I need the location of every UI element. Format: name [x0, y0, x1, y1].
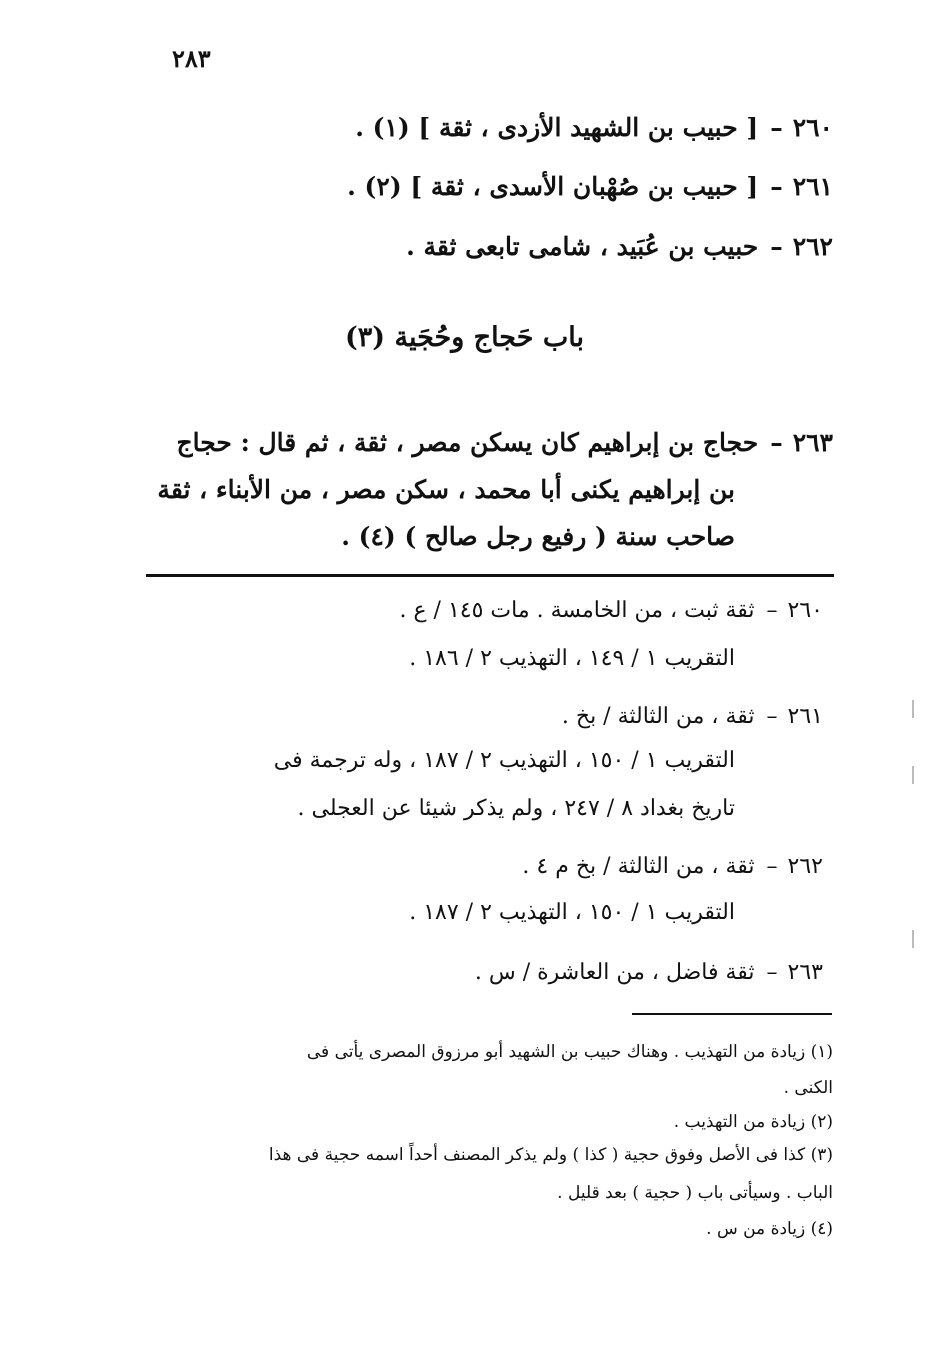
entry-263-line-1	[177, 428, 833, 457]
note-text: ثقة فاضل ، من العاشرة / س .	[474, 960, 755, 985]
entry-text: حجاج بن إبراهيم كان يسكن مصر ، ثقة ، ثم قال : حجاج	[176, 428, 759, 457]
note-261-line-2: التقريب ١ / ١٥٠ ، التهذيب ٢ / ١٨٧ ، وله ترجمة فى	[273, 748, 735, 773]
note-number: ٢٦٠	[787, 598, 823, 623]
note-263-line-1	[475, 960, 823, 985]
note-260-line-2: التقريب ١ / ١٤٩ ، التهذيب ٢ / ١٨٦ .	[409, 646, 735, 671]
note-dash: –	[766, 960, 778, 985]
section-title: باب حَجاج وحُجَية (٣)	[345, 322, 584, 353]
footnote-3-cont: الباب . وسيأتى باب ( حجية ) بعد قليل .	[557, 1183, 833, 1203]
page-number: ٢٨٣	[172, 44, 211, 73]
note-261-line-1	[562, 704, 823, 729]
footnote-1: (١) زيادة من التهذيب . وهناك حبيب بن الشهيد أبو مرزوق المصرى يأتى فى	[306, 1042, 833, 1062]
note-262-line-2: التقريب ١ / ١٥٠ ، التهذيب ٢ / ١٨٧ .	[409, 900, 735, 925]
footnote-divider	[632, 1013, 832, 1015]
entry-number: ٢٦٢	[792, 232, 833, 261]
note-number: ٢٦٣	[787, 960, 823, 985]
scan-mark	[912, 930, 914, 948]
note-text: ثقة ، من الثالثة / بخ .	[561, 704, 755, 729]
entry-dash: –	[770, 113, 783, 142]
entry-dash: –	[770, 428, 783, 457]
note-dash: –	[766, 704, 778, 729]
note-text: ثقة ثبت ، من الخامسة . مات ١٤٥ / ع .	[399, 598, 755, 623]
scan-mark	[912, 700, 914, 718]
entry-263-line-2: بن إبراهيم يكنى أبا محمد ، سكن مصر ، من الأبناء ، ثقة	[157, 475, 735, 504]
footnote-3: (٣) كذا فى الأصل وفوق حجية ( كذا ) ولم يذكر المصنف أحداً اسمه حجية فى هذا	[268, 1145, 833, 1165]
entry-263-line-3: صاحب سنة ( رفيع رجل صالح ) (٤) .	[341, 522, 735, 551]
entry-number: ٢٦١	[792, 172, 833, 201]
footnote-2: (٢) زيادة من التهذيب .	[673, 1112, 833, 1132]
entry-261	[347, 172, 833, 201]
entry-text: حبيب بن عُبَيد ، شامى تابعى ثقة .	[406, 232, 759, 261]
note-number: ٢٦٢	[787, 854, 823, 879]
entry-262	[406, 232, 833, 261]
note-text: ثقة ، من الثالثة / بخ م ٤ .	[522, 854, 755, 879]
scan-mark	[912, 766, 914, 784]
footnote-4: (٤) زيادة من س .	[706, 1219, 833, 1239]
footnote-1-cont: الكنى .	[783, 1078, 833, 1098]
entry-dash: –	[770, 232, 783, 261]
note-dash: –	[766, 854, 778, 879]
note-261-line-3: تاريخ بغداد ٨ / ٢٤٧ ، ولم يذكر شيئا عن العجلى .	[297, 796, 735, 821]
entry-dash: –	[770, 172, 783, 201]
entry-number: ٢٦٠	[792, 113, 833, 142]
note-number: ٢٦١	[787, 704, 823, 729]
entry-number: ٢٦٣	[792, 428, 833, 457]
note-262-line-1	[522, 854, 823, 879]
entry-260	[355, 113, 833, 142]
note-dash: –	[766, 598, 778, 623]
note-260-line-1	[399, 598, 823, 623]
main-text-divider	[146, 574, 834, 577]
entry-text: [ حبيب بن صُهْبان الأسدى ، ثقة ] (٢) .	[347, 172, 759, 201]
entry-text: [ حبيب بن الشهيد الأزدى ، ثقة ] (١) .	[355, 113, 759, 142]
